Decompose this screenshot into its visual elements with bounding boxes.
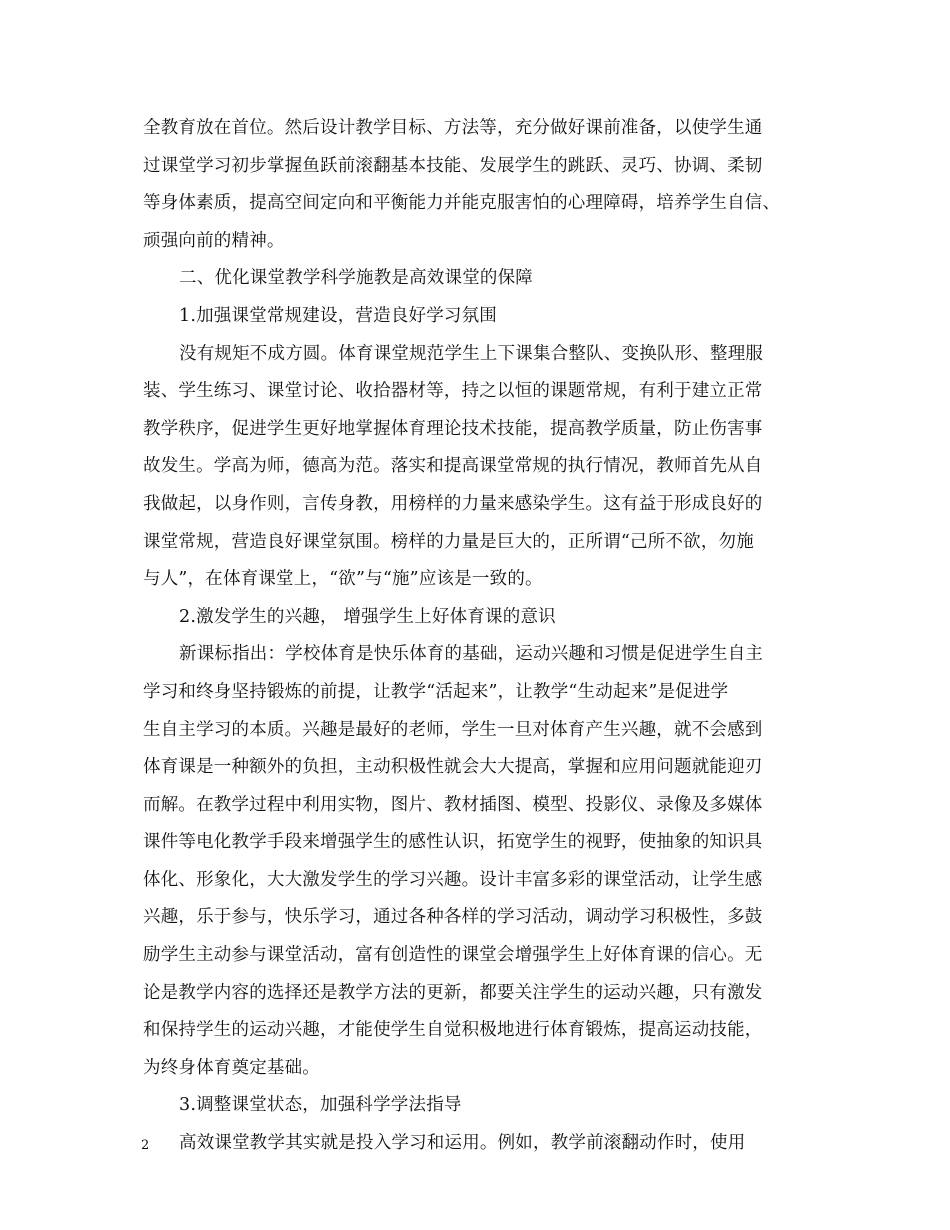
text-line: 与人”，在体育课堂上，“欲”与“施”应该是一致的。 [143,569,543,590]
text-line: 故发生。学高为师，德高为范。落实和提高课堂常规的执行情况，教师首先从自 [143,456,763,477]
text-line: 新课标指出：学校体育是快乐体育的基础，运动兴趣和习惯是促进学生自主 [179,644,764,665]
text-line: 2.激发学生的兴趣， 增强学生上好体育课的意识 [179,606,556,627]
text-line: 和保持学生的运动兴趣，才能使学生自觉积极地进行体育锻炼，提高运动技能， [143,1020,763,1041]
text-line: 3.调整课堂状态，加强科学学法指导 [179,1095,462,1116]
text-line: 课堂常规，营造良好课堂氛围。榜样的力量是巨大的，正所谓“己所不欲，勿施 [143,531,754,552]
text-line: 体化、形象化，大大激发学生的学习兴趣。设计丰富多彩的课堂活动，让学生感 [143,869,763,890]
text-line: 课件等电化教学手段来增强学生的感性认识，拓宽学生的视野，使抽象的知识具 [143,832,763,853]
text-line: 等身体素质，提高空间定向和平衡能力并能克服害怕的心理障碍，培养学生自信、 [143,193,781,214]
text-line: 1.加强课堂常规建设，营造良好学习氛围 [179,305,497,326]
document-body [143,110,823,1163]
text-line: 过课堂学习初步掌握鱼跃前滚翻基本技能、发展学生的跳跃、灵巧、协调、柔韧 [143,155,763,176]
text-line: 二、优化课堂教学科学施教是高效课堂的保障 [179,268,533,289]
text-line: 全教育放在首位。然后设计教学目标、方法等，充分做好课前准备，以使学生通 [143,118,763,138]
text-line: 为终身体育奠定基础。 [143,1057,320,1078]
text-line: 顽强向前的精神。 [143,230,285,251]
text-line: 体育课是一种额外的负担，主动积极性就会大大提高，掌握和应用问题就能迎刃 [143,757,763,778]
page-number: 2 [141,1138,150,1153]
text-line: 教学秩序，促进学生更好地掌握体育理论技术技能，提高教学质量，防止伤害事 [143,418,763,439]
text-line: 而解。在教学过程中利用实物，图片、教材插图、模型、投影仪、录像及多媒体 [143,794,763,815]
text-line: 兴趣，乐于参与，快乐学习，通过各种各样的学习活动，调动学习积极性，多鼓 [143,907,763,928]
text-line: 学习和终身坚持锻炼的前提，让教学“活起来”，让教学“生动起来”是促进学 [143,681,729,702]
text-line: 没有规矩不成方圆。体育课堂规范学生上下课集合整队、变换队形、整理服 [179,343,764,364]
text-line: 高效课堂教学其实就是投入学习和运用。例如，教学前滚翻动作时，使用 [179,1133,746,1154]
text-line: 装、学生练习、课堂讨论、收拾器材等，持之以恒的课题常规，有利于建立正常 [143,381,763,402]
text-line: 论是教学内容的选择还是教学方法的更新，都要关注学生的运动兴趣，只有激发 [143,982,763,1003]
text-line: 励学生主动参与课堂活动，富有创造性的课堂会增强学生上好体育课的信心。无 [143,945,763,966]
text-line: 我做起，以身作则，言传身教，用榜样的力量来感染学生。这有益于形成良好的 [143,493,763,514]
text-line: 生自主学习的本质。兴趣是最好的老师，学生一旦对体育产生兴趣，就不会感到 [143,719,763,740]
